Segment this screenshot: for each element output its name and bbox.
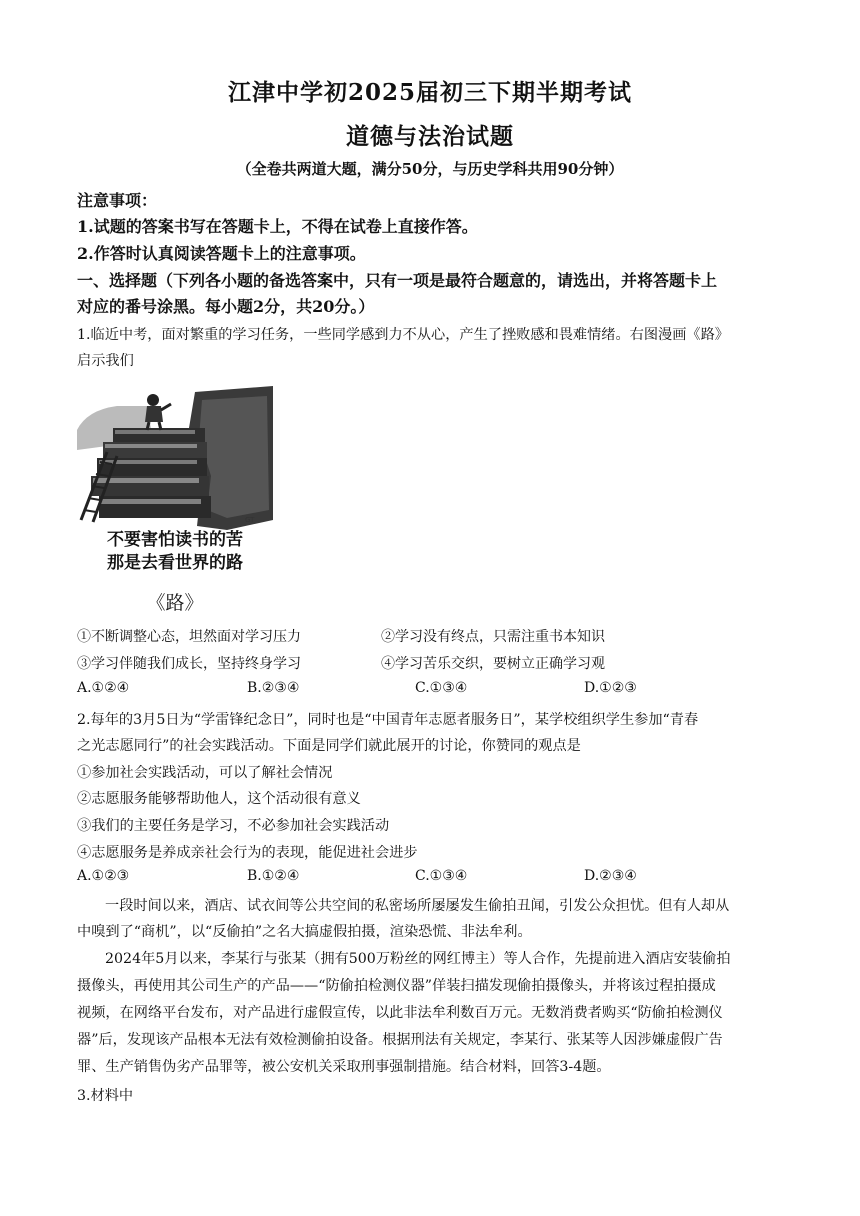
q2-choice-b: B.①②④ <box>247 868 300 884</box>
q1-choice-b: B.②③④ <box>247 680 300 696</box>
section1-heading-line2: 对应的番号涂黑。每小题2分，共20分。） <box>77 297 375 316</box>
comic-title: 《路》 <box>146 592 204 612</box>
material-p2-line4: 器”后，发现该产品根本无法有效检测偷拍设备。根据刑法有关规定，李某行、张某等人因涉嫌虚假广告 <box>77 1032 723 1048</box>
notes-heading: 注意事项： <box>77 191 158 210</box>
q2-stem-line2: 之光志愿同行”的社会实践活动。下面是同学们就此展开的讨论，你赞同的观点是 <box>77 738 581 754</box>
material-p2-line3: 视频，在网络平台发布，对产品进行虚假宣传，以此非法牟利数百万元。无数消费者购买“防偷拍检测仪 <box>77 1005 723 1021</box>
material-p2-line5: 罪、生产销售伪劣产品罪等，被公安机关采取刑事强制措施。结合材料，回答3-4题。 <box>77 1059 611 1075</box>
q1-choice-a: A.①②④ <box>77 680 130 696</box>
comic-caption-line2: 那是去看世界的路 <box>107 553 243 573</box>
q1-stem-line2: 启示我们 <box>77 353 134 369</box>
q2-statement-1: ①参加社会实践活动，可以了解社会情况 <box>77 765 333 781</box>
comic-road-image <box>77 380 273 612</box>
q2-choice-c: C.①③④ <box>415 868 468 884</box>
q2-statement-2: ②志愿服务能够帮助他人，这个活动很有意义 <box>77 791 361 807</box>
exam-title: 江津中学初2025届初三下期半期考试 <box>227 79 632 106</box>
material-p2-line2: 摄像头，再使用其公司生产的产品——“防偷拍检测仪器”佯装扫描发现偷拍摄像头，并将该过程拍摄成 <box>77 978 716 994</box>
material-p1-line2: 中嗅到了“商机”，以“反偷拍”之名大搞虚假拍摄，渲染恐慌、非法牟利。 <box>77 924 532 940</box>
q1-statement-2: ②学习没有终点，只需注重书本知识 <box>381 629 605 645</box>
q2-stem-line1: 2.每年的3月5日为“学雷锋纪念日”，同时也是“中国青年志愿者服务日”，某学校组织学生参加“青春 <box>77 712 699 728</box>
comic-caption-line1: 不要害怕读书的苦 <box>107 530 243 550</box>
q1-choice-c: C.①③④ <box>415 680 468 696</box>
q1-choice-d: D.①②③ <box>584 680 637 696</box>
q2-choice-a: A.①②③ <box>77 868 130 884</box>
q2-statement-4: ④志愿服务是养成亲社会行为的表现，能促进社会进步 <box>77 845 418 861</box>
q1-statement-3: ③学习伴随我们成长，坚持终身学习 <box>77 656 301 672</box>
q3-stem-line1: 3.材料中 <box>77 1088 134 1104</box>
q1-statement-1: ①不断调整心态，坦然面对学习压力 <box>77 629 301 645</box>
svg-text:GT: GT <box>245 516 255 524</box>
q2-statement-3: ③我们的主要任务是学习，不必参加社会实践活动 <box>77 818 390 834</box>
note-item-2: 2.作答时认真阅读答题卡上的注意事项。 <box>77 244 366 263</box>
material-p1-line1: 一段时间以来，酒店、试衣间等公共空间的私密场所屡屡发生偷拍丑闻，引发公众担忧。但有人却从 <box>105 898 730 914</box>
note-item-1: 1.试题的答案书写在答题卡上，不得在试卷上直接作答。 <box>77 217 478 236</box>
section1-heading-line1: 一、选择题（下列各小题的备选答案中，只有一项是最符合题意的，请选出，并将答题卡上 <box>77 271 718 290</box>
material-p2-line1: 2024年5月以来，李某行与张某（拥有500万粉丝的网红博主）等人合作，先提前进入酒店安装偷拍 <box>105 951 731 967</box>
q1-statement-4: ④学习苦乐交织，要树立正确学习观 <box>381 656 605 672</box>
q1-stem-line1: 1.临近中考，面对繁重的学习任务，一些同学感到力不从心，产生了挫败感和畏难情绪。右图漫画《路》 <box>77 327 729 343</box>
q2-choice-d: D.②③④ <box>584 868 637 884</box>
exam-subtitle: （全卷共两道大题，满分50分，与历史学科共用90分钟） <box>236 160 624 178</box>
subject-title: 道德与法治试题 <box>346 123 514 150</box>
